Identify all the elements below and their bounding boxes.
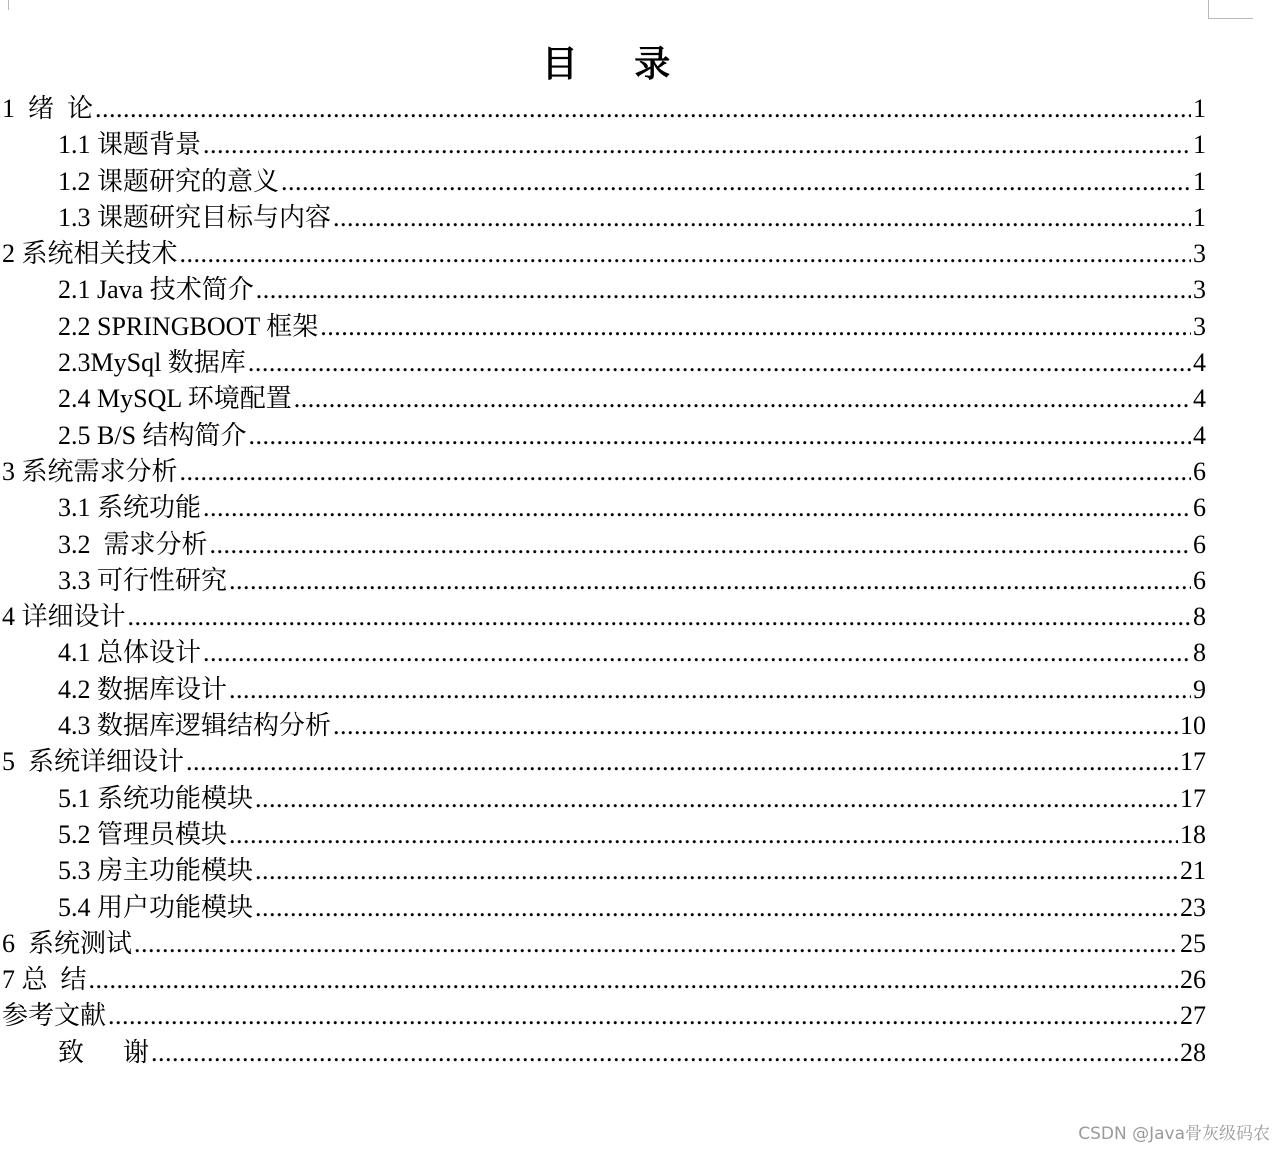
toc-entry-label: 4 详细设计 (2, 602, 126, 632)
toc-entry[interactable] (0, 635, 1206, 671)
toc-entry[interactable] (0, 890, 1206, 926)
toc-entry-page-number: 4 (1193, 420, 1206, 450)
toc-dot-leader (255, 853, 1178, 889)
toc-entry-label: 6 系统测试 (2, 928, 133, 958)
toc-entry-page-number: 8 (1193, 602, 1206, 632)
toc-entry[interactable] (0, 563, 1206, 599)
toc-entry-page-number: 6 (1193, 493, 1206, 523)
toc-entry-page-number: 6 (1193, 529, 1206, 559)
toc-entry-label: 1 绪 论 (2, 94, 94, 123)
toc-entry-page-number: 21 (1180, 856, 1206, 886)
toc-entry-page-number: 18 (1180, 819, 1206, 849)
toc-entry[interactable] (0, 781, 1206, 817)
toc-entry-label: 2.3MySql 数据库 (58, 348, 246, 378)
toc-dot-leader (108, 998, 1178, 1034)
toc-entry-page-number: 1 (1193, 202, 1206, 232)
toc-entry[interactable] (0, 200, 1206, 236)
toc-entry-page-number: 3 (1193, 311, 1206, 341)
toc-entry-label: 7 总 结 (2, 965, 87, 995)
toc-entry-label: 4.3 数据库逻辑结构分析 (58, 711, 332, 741)
toc-entry[interactable] (0, 744, 1206, 780)
toc-entry-label: 参考文献 (2, 1001, 107, 1031)
toc-entry-page-number: 17 (1180, 783, 1206, 813)
toc-entry[interactable] (0, 998, 1206, 1034)
toc-title: 目 录 (541, 44, 693, 86)
toc-entry[interactable] (0, 962, 1206, 998)
toc-entry-label: 1.2 课题研究的意义 (58, 166, 280, 196)
toc-entry-label: 5.2 管理员模块 (58, 819, 228, 849)
toc-entry-label: 3 系统需求分析 (2, 456, 178, 486)
toc-dot-leader (203, 127, 1191, 163)
toc-dot-leader (281, 164, 1191, 200)
toc-dot-leader (229, 563, 1191, 599)
toc-entry-label: 1.1 课题背景 (58, 130, 202, 160)
toc-entry[interactable] (0, 345, 1206, 381)
toc-entry[interactable] (0, 1035, 1206, 1071)
toc-entry-label: 1.3 课题研究目标与内容 (58, 202, 332, 232)
toc-entry-label: 5.1 系统功能模块 (58, 783, 254, 813)
toc-entry[interactable] (0, 853, 1206, 889)
toc-entry-page-number: 10 (1180, 711, 1206, 741)
toc-entry-page-number: 27 (1180, 1001, 1206, 1031)
toc-entry[interactable] (0, 672, 1206, 708)
toc-dot-leader (180, 454, 1191, 490)
toc-dot-leader (134, 926, 1178, 962)
toc-dot-leader (248, 345, 1191, 381)
toc-entry[interactable] (0, 91, 1206, 127)
toc-entry[interactable] (0, 599, 1206, 635)
toc-entry-label: 4.1 总体设计 (58, 638, 202, 668)
toc-entry-label: 3.2 需求分析 (58, 529, 208, 559)
toc-dot-leader (95, 91, 1191, 127)
toc-entry-page-number: 9 (1193, 674, 1206, 704)
toc-entry-page-number: 6 (1193, 565, 1206, 595)
toc-entry-page-number: 4 (1193, 348, 1206, 378)
toc-entry-page-number: 28 (1180, 1037, 1206, 1067)
toc-entry[interactable] (0, 127, 1206, 163)
toc-entry-page-number: 3 (1193, 239, 1206, 269)
toc-entry[interactable] (0, 527, 1206, 563)
toc-entry-page-number: 8 (1193, 638, 1206, 668)
toc-dot-leader (229, 817, 1178, 853)
toc-dot-leader (203, 635, 1191, 671)
toc-entry-label: 5 系统详细设计 (2, 747, 185, 777)
toc-entry-label: 2.2 SPRINGBOOT 框架 (58, 311, 319, 341)
toc-entry-label: 5.4 用户功能模块 (58, 892, 254, 922)
watermark: CSDN @Java骨灰级码农 (1078, 1124, 1270, 1144)
toc-entry[interactable] (0, 708, 1206, 744)
toc-entry-label: 2.5 B/S 结构简介 (58, 420, 247, 450)
toc-dot-leader (255, 890, 1178, 926)
toc-entry[interactable] (0, 817, 1206, 853)
toc-entry-page-number: 6 (1193, 456, 1206, 486)
table-of-contents (0, 91, 1206, 1071)
toc-entry-label: 2.1 Java 技术简介 (58, 275, 254, 305)
toc-dot-leader (229, 672, 1191, 708)
toc-dot-leader (203, 490, 1191, 526)
toc-entry-page-number: 1 (1193, 166, 1206, 196)
toc-dot-leader (255, 781, 1178, 817)
toc-dot-leader (210, 527, 1191, 563)
toc-entry[interactable] (0, 164, 1206, 200)
toc-entry[interactable] (0, 236, 1206, 272)
toc-dot-leader (128, 599, 1191, 635)
toc-entry-label: 3.3 可行性研究 (58, 565, 228, 595)
toc-dot-leader (333, 200, 1191, 236)
toc-entry-page-number: 26 (1180, 965, 1206, 995)
toc-entry[interactable] (0, 926, 1206, 962)
toc-entry-page-number: 1 (1193, 94, 1206, 123)
toc-entry-page-number: 25 (1180, 928, 1206, 958)
toc-dot-leader (294, 381, 1191, 417)
toc-dot-leader (186, 744, 1178, 780)
toc-entry-label: 5.3 房主功能模块 (58, 856, 254, 886)
toc-dot-leader (333, 708, 1178, 744)
toc-entry-label: 致 谢 (58, 1037, 150, 1067)
toc-entry[interactable] (0, 309, 1206, 345)
toc-dot-leader (180, 236, 1191, 272)
toc-entry[interactable] (0, 381, 1206, 417)
toc-entry-page-number: 23 (1180, 892, 1206, 922)
toc-dot-leader (151, 1035, 1178, 1071)
page-corner-mark-right (1208, 0, 1253, 19)
toc-entry-label: 2 系统相关技术 (2, 239, 178, 269)
toc-dot-leader (320, 309, 1191, 345)
toc-entry[interactable] (0, 272, 1206, 308)
toc-dot-leader (256, 272, 1191, 308)
toc-entry-label: 3.1 系统功能 (58, 493, 202, 523)
toc-entry-page-number: 1 (1193, 130, 1206, 160)
toc-entry-page-number: 3 (1193, 275, 1206, 305)
toc-dot-leader (249, 418, 1191, 454)
toc-entry-page-number: 4 (1193, 384, 1206, 414)
toc-entry[interactable] (0, 454, 1206, 490)
toc-dot-leader (89, 962, 1178, 998)
toc-entry-label: 4.2 数据库设计 (58, 674, 228, 704)
toc-entry[interactable] (0, 490, 1206, 526)
toc-entry-label: 2.4 MySQL 环境配置 (58, 384, 292, 414)
page-corner-mark-left (8, 0, 9, 10)
toc-entry[interactable] (0, 418, 1206, 454)
toc-entry-page-number: 17 (1180, 747, 1206, 777)
